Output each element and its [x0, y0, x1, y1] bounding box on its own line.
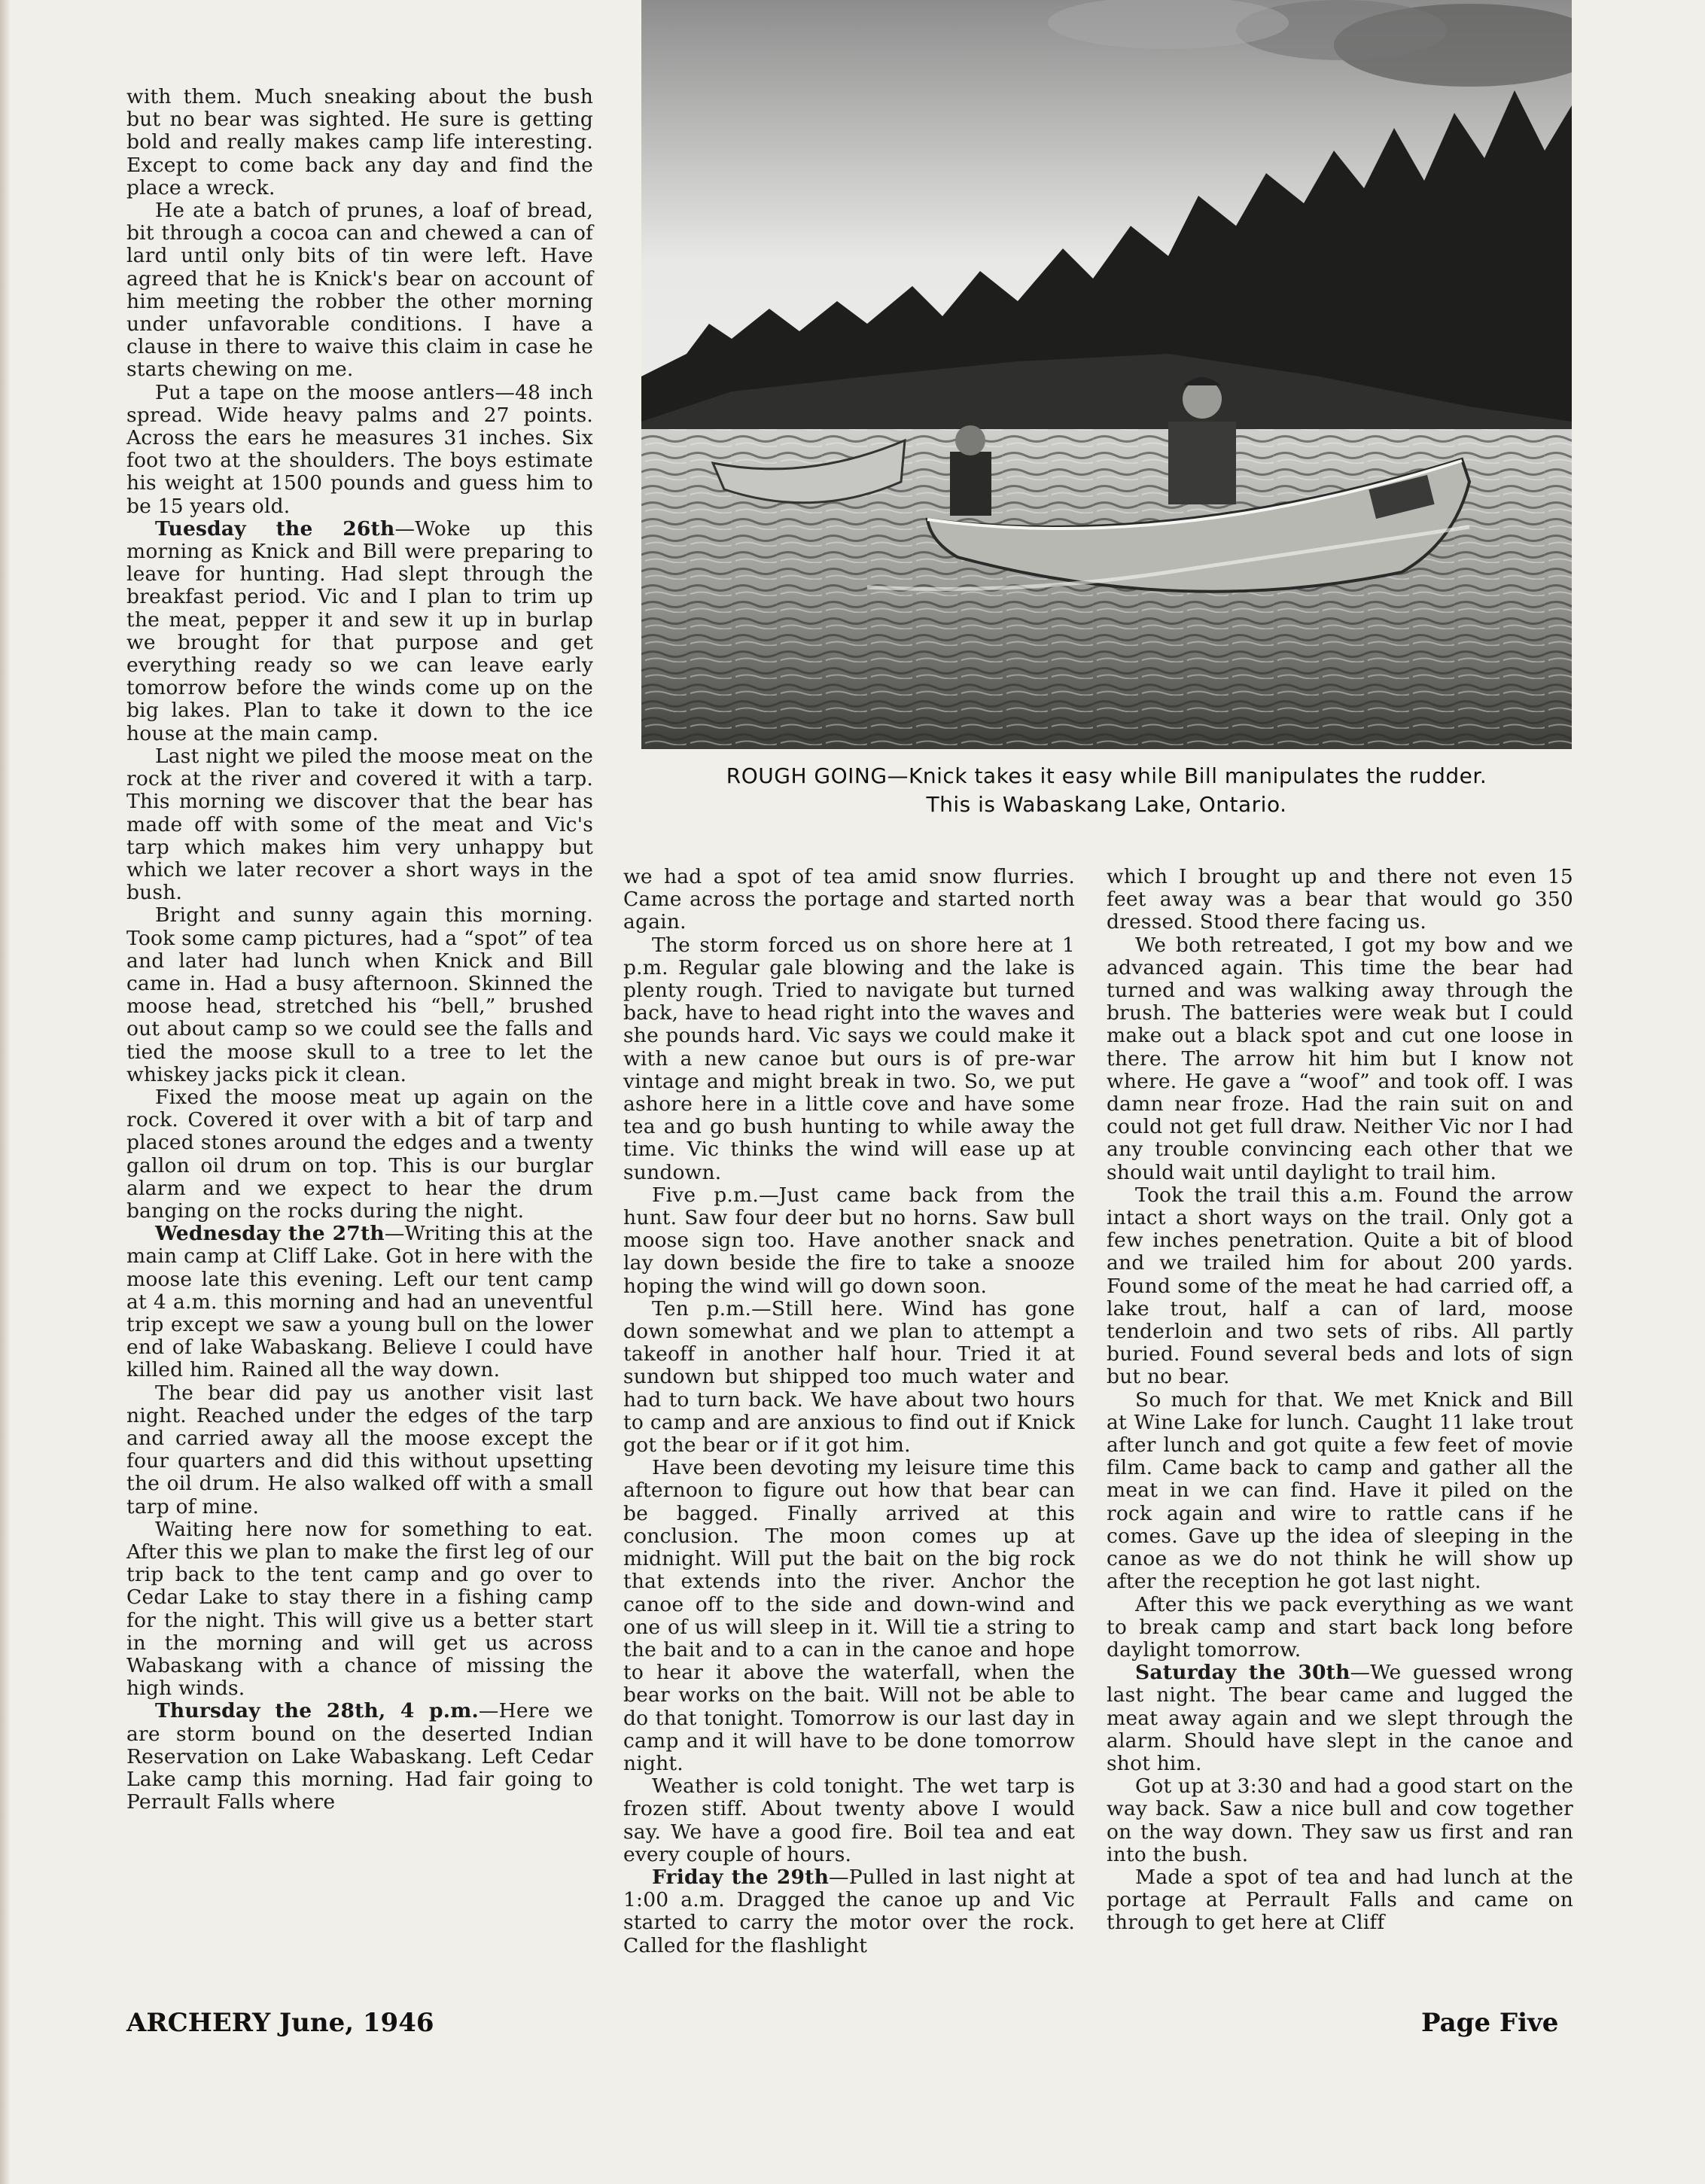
caption-line-1: ROUGH GOING—Knick takes it easy while Bill manipulates the rudder.: [726, 763, 1487, 788]
paragraph-text: —Here we are storm bound on the deserted Indian Reservation on Lake Wabaskang. Left Cedar Lake camp this morning. Had fair going to Perrault Falls where: [126, 1699, 593, 1814]
paragraph: [623, 1866, 1075, 1957]
paragraph: Weather is cold tonight. The wet tarp is frozen stiff. About twenty above I would say. We have a good fire. Boil tea and eat every couple of hours.: [623, 1774, 1075, 1866]
paragraph: He ate a batch of prunes, a loaf of bread, bit through a cocoa can and chewed a can of lard until only bits of tin were left. Have agreed that he is Knick's bear on account of him meeting the robber the other morning under unfavorable conditions. I have a clause in there to waive this claim in case he starts chewing on me.: [126, 199, 593, 382]
paragraph-text: —Writing this at the main camp at Cliff Lake. Got in here with the moose late this evening. Left our tent camp at 4 a.m. this morning and had an uneventful trip except we saw a young bull on the lower end of lake Wabaskang. Believe I could have killed him. Rained all the way down.: [126, 1222, 593, 1382]
paragraph: Made a spot of tea and had lunch at the portage at Perrault Falls and came on through to get here at Cliff: [1107, 1865, 1573, 1935]
paragraph: Put a tape on the moose antlers—48 inch spread. Wide heavy palms and 27 points. Across the ears he measures 31 inches. Six foot two at the shoulders. The boys estimate his weight at 1500 pounds and guess him to be 15 years old.: [126, 380, 593, 518]
paragraph: [1107, 1662, 1573, 1775]
date-heading: Saturday the 30th: [1135, 1661, 1350, 1685]
paragraph: Fixed the moose meat up again on the rock. Covered it over with a bit of tarp and placed stones around the edges and a twenty gallon oil drum on top. This is our burglar alarm and we expect to hear the drum banging on the rocks during the night.: [126, 1085, 593, 1223]
paragraph: Ten p.m.—Still here. Wind has gone down somewhat and we plan to attempt a takeoff in another half hour. Tried it at sundown but shipped too much water and had to turn back. We have about two hours to camp and are anxious to find out if Knick got the bear or if it got him.: [623, 1296, 1075, 1458]
paragraph: So much for that. We met Knick and Bill at Wine Lake for lunch. Caught 11 lake trout after lunch and got quite a few feet of movie film. Came back to camp and gather all the meat in we can find. Have it piled on the rock again and wire to rattle cans if he comes. Gave up the idea of sleeping in the canoe as we do not think he will show up after the reception he got last night.: [1107, 1387, 1573, 1594]
date-heading: Thursday the 28th, 4 p.m.: [155, 1699, 479, 1723]
paragraph: [126, 1700, 593, 1814]
paragraph: Last night we piled the moose meat on the rock at the river and covered it with a tarp. This morning we discover that the bear has made off with some of the meat and Vic's tarp which makes him very unhappy but which we later recover a short ways in the bush.: [126, 744, 593, 905]
paragraph: The bear did pay us another visit last night. Reached under the edges of the tarp and carried away all the moose except the four quarters and did this without upsetting the oil drum. He also walked off with a small tarp of mine.: [126, 1381, 593, 1518]
paragraph: After this we pack everything as we want to break camp and start back long before daylight tomorrow.: [1107, 1592, 1573, 1662]
paragraph: The storm forced us on shore here at 1 p.m. Regular gale blowing and the lake is plenty rough. Tried to navigate but turned back, have to head right into the waves and she pounds hard. Vic says we could make it with a new canoe but ours is of pre-war vintage and might break in two. So, we put ashore here in a little cove and have some tea and go bush hunting to while away the time. Vic thinks the wind will ease up at sundown.: [623, 933, 1075, 1184]
paragraph: which I brought up and there not even 15 feet away was a bear that would go 350 dressed. Stood there facing us.: [1107, 865, 1573, 934]
footer-publication: ARCHERY June, 1946: [126, 2008, 434, 2038]
paragraph: we had a spot of tea amid snow flurries. Came across the portage and started north again.: [623, 865, 1075, 934]
paragraph: We both retreated, I got my bow and we advanced again. This time the bear had turned and was walking away through the brush. The batteries were weak but I could make out a black spot and cut one loose in there. The arrow hit him but I know not where. He gave a “woof” and took off. I was damn near froze. Had the rain suit on and could not get full draw. Neither Vic nor I had any trouble convincing each other that we should wait until daylight to trail him.: [1107, 933, 1573, 1184]
paragraph: Waiting here now for something to eat. After this we plan to make the first leg of our trip back to the tent camp and go over to Cedar Lake to stay there in a fishing camp for the night. This will give us a better start in the morning and will get us across Wabaskang with a chance of missing the high winds.: [126, 1517, 593, 1701]
date-heading: Friday the 29th: [652, 1865, 830, 1889]
paragraph: [126, 518, 593, 745]
paragraph: Have been devoting my leisure time this afternoon to figure out how that bear can be bagged. Finally arrived at this conclusion. The moon comes up at midnight. Will put the bait on the big rock that extends into the river. Anchor the canoe off to the side and down-wind and one of us will sleep in it. Will tie a string to the bait and to a can in the canoe and hope to hear it above the waterfall, when the bear works on the bait. Will not be able to do that tonight. Tomorrow is our last day in camp and it will have to be done tomorrow night.: [623, 1456, 1075, 1775]
paragraph: [126, 1223, 593, 1381]
paragraph: Took the trail this a.m. Found the arrow intact a short ways on the trail. Only got a few inches penetration. Quite a bit of blood and we trailed him for about 200 yards. Found some of the meat he had carried off, a lake trout, half a can of lard, moose tenderloin and two sets of ribs. All partly buried. Found several beds and lots of sign but no bear.: [1107, 1183, 1573, 1389]
paragraph: Got up at 3:30 and had a good start on the way back. Saw a nice bull and cow together on the way down. They saw us first and ran into the bush.: [1107, 1774, 1573, 1866]
footer-page-number: Page Five: [1421, 2008, 1559, 2038]
page-edge: [0, 0, 11, 2184]
article-column-1: [126, 86, 593, 1814]
paragraph: with them. Much sneaking about the bush but no bear was sighted. He sure is getting bold and really makes camp life interesting. Except to come back any day and find the place a wreck.: [126, 85, 593, 200]
article-column-2: [623, 866, 1075, 1957]
paragraph: Five p.m.—Just came back from the hunt. Saw four deer but no horns. Saw bull moose sign too. Have another snack and lay down beside the fire to take a snooze hoping the wind will go down soon.: [623, 1183, 1075, 1298]
photo-caption: [641, 762, 1572, 819]
article-column-3: [1107, 866, 1573, 1935]
paragraph-text: —Woke up this morning as Knick and Bill were preparing to leave for hunting. Had slept through the breakfast period. Vic and I plan to trim up the meat, pepper it and sew it up in burlap we brought for that purpose and get everything ready so we can leave early tomorrow before the winds come up on the big lakes. Plan to take it down to the ice house at the main camp.: [126, 516, 593, 745]
paragraph-text: —Pulled in last night at 1:00 a.m. Dragged the canoe up and Vic started to carry the motor over the rock. Called for the flashlight: [623, 1865, 1075, 1957]
paragraph: Bright and sunny again this morning. Took some camp pictures, had a “spot” of tea and later had lunch when Knick and Bill came in. Had a busy afternoon. Skinned the moose head, stretched his “bell,” brushed out about camp so we could see the falls and tied the moose skull to a tree to let the whiskey jacks pick it clean.: [126, 903, 593, 1086]
caption-line-2: This is Wabaskang Lake, Ontario.: [926, 792, 1287, 817]
paragraph-text: —We guessed wrong last night. The bear came and lugged the meat away again and we slept through the alarm. Should have slept in the canoe and shot him.: [1107, 1661, 1574, 1775]
date-heading: Wednesday the 27th: [155, 1222, 385, 1246]
date-heading: Tuesday the 26th: [155, 516, 395, 541]
canoe-photo: [641, 0, 1572, 749]
